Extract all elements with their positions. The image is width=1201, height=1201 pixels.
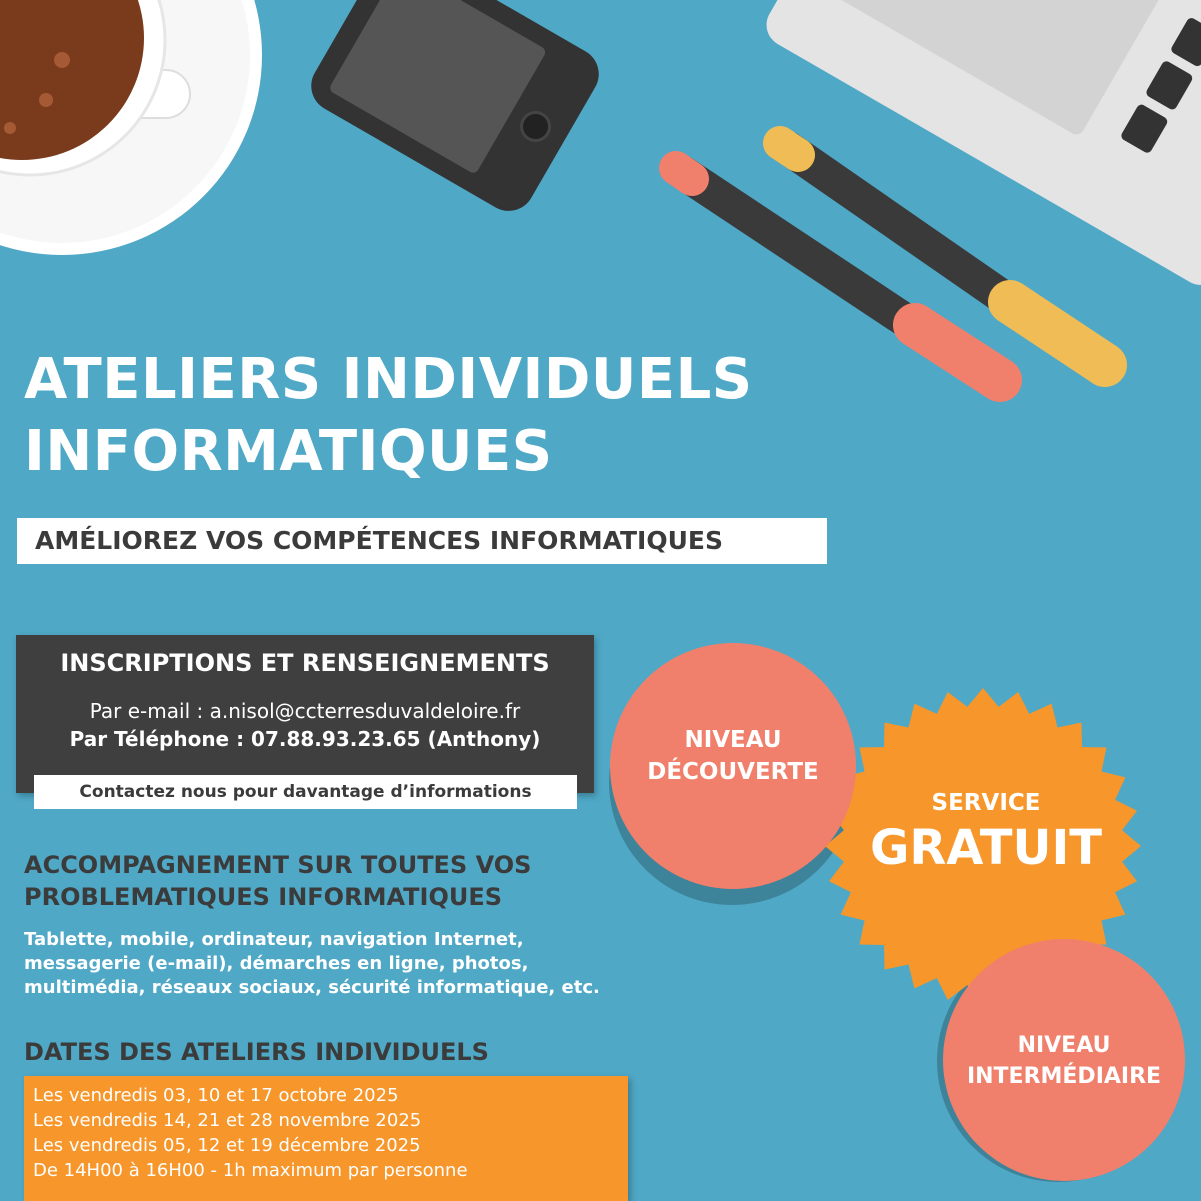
date-line: De 14H00 à 16H00 - 1h maximum par personne: [33, 1160, 468, 1181]
email-line[interactable]: Par e-mail : a.nisol@ccterresduvaldeloire.fr: [89, 699, 521, 723]
dates-box: [24, 1076, 628, 1201]
accompagnement-text-line: messagerie (e-mail), démarches en ligne, photos,: [24, 953, 529, 974]
dates-heading: DATES DES ATELIERS INDIVIDUELS: [24, 1038, 489, 1066]
badge-line-large: GRATUIT: [869, 820, 1103, 876]
badge-line: NIVEAU: [1017, 1033, 1111, 1058]
niveau-decouverte-label: [613, 724, 853, 788]
niveau-intermediaire-label: [944, 1030, 1184, 1092]
badge-line: SERVICE: [931, 790, 1041, 816]
date-line: Les vendredis 14, 21 et 28 novembre 2025: [33, 1110, 422, 1131]
inscriptions-box: [16, 635, 594, 793]
title-line-2: INFORMATIQUES: [24, 419, 553, 484]
service-gratuit-label: [856, 786, 1116, 876]
title-line-1: ATELIERS INDIVIDUELS: [24, 347, 753, 412]
badge-line: DÉCOUVERTE: [647, 759, 819, 785]
accompagnement-text-line: Tablette, mobile, ordinateur, navigation Internet,: [24, 929, 524, 950]
date-line: Les vendredis 03, 10 et 17 octobre 2025: [33, 1085, 399, 1106]
page-title: [24, 344, 753, 488]
coffee-cup-icon: [0, 0, 262, 255]
accompagnement-text: [24, 928, 624, 1000]
subtitle-banner: AMÉLIOREZ VOS COMPÉTENCES INFORMATIQUES: [17, 518, 827, 564]
accompagnement-heading: [24, 849, 531, 913]
date-line: Les vendredis 05, 12 et 19 décembre 2025: [33, 1135, 421, 1156]
accompagnement-heading-line-2: PROBLEMATIQUES INFORMATIQUES: [24, 883, 503, 911]
contact-note: Contactez nous pour davantage d’informations: [34, 775, 577, 809]
inscriptions-heading: INSCRIPTIONS ET RENSEIGNEMENTS: [60, 649, 550, 677]
badge-line: NIVEAU: [684, 727, 782, 753]
accompagnement-text-line: multimédia, réseaux sociaux, sécurité informatique, etc.: [24, 977, 600, 998]
phone-line[interactable]: Par Téléphone : 07.88.93.23.65 (Anthony): [69, 727, 541, 751]
badge-line: INTERMÉDIAIRE: [966, 1064, 1162, 1089]
accompagnement-heading-line-1: ACCOMPAGNEMENT SUR TOUTES VOS: [24, 851, 532, 879]
smartphone-icon: [302, 0, 609, 220]
